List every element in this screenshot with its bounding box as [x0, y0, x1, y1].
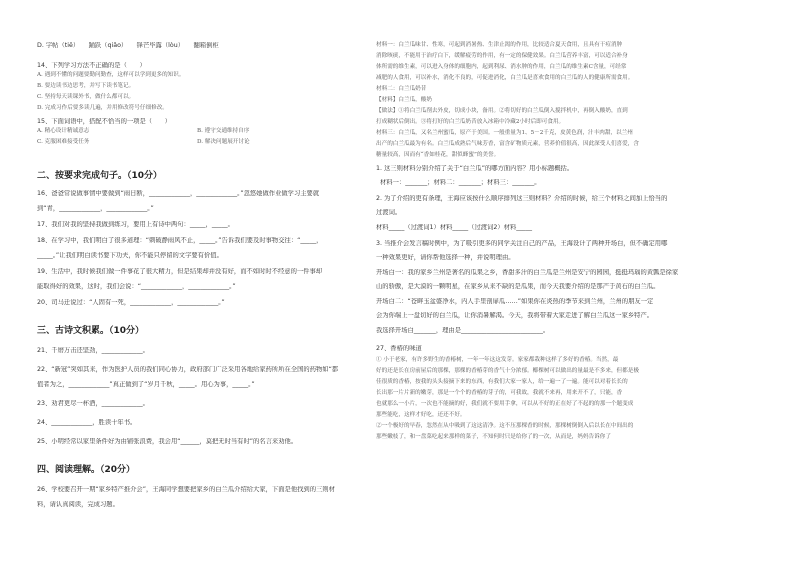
opening2-line2: 会为你端上一盘切好的白兰瓜，让你消暑解渴。今天，我将带着大家走进了解白兰瓜这一家乡特产。	[376, 312, 654, 319]
passage-p1-line6: 那些能吃，这样才好吃，还还不好。	[376, 412, 466, 418]
q15-options-row1	[37, 126, 395, 137]
q27-title: 27、香椿的味道	[376, 345, 422, 352]
opening1-line1: 开场白一：我的家乡兰州是著名的瓜果之乡，香甜多汁的白兰瓜是兰州是安宁的园园，挺挺玛瑙的黄瓢是徐家	[376, 269, 679, 276]
section-4-title: 四、阅读理解。（20分）	[37, 465, 136, 475]
opening2-line1: 开场白二：“苍畔玉盆盛净水，内人手里剖扉瓜……”如果你在炎热的季节来到兰州，兰州的朋友一定	[376, 298, 654, 305]
left-column	[37, 38, 395, 509]
reading-q3-choice: 我选择开场白_______，理由是__________________________。	[376, 327, 550, 334]
q17: 17、我们对我的坚持我做到练习，要用上有诗中两句：_____，_____。	[37, 221, 234, 228]
material1-line1: 材料一：白兰瓜味甘、性寒，可起到消暑热、生津止渴的作用，比较适合夏天食用，且具有干痘消肿	[376, 42, 623, 48]
q14-option-b: B. 要边读书边思考，并写下读书笔记。	[37, 83, 135, 89]
q23: 23、劝君更尽一杯酒，_____________。	[37, 400, 149, 407]
q26-line1: 26、学校要召开一期“家乡特产推介会”，王海同学想要把家乡的白兰瓜介绍给大家，下面是他找到的三则材	[37, 486, 335, 493]
reading-q2-line1: 2. 为了介绍的更有条理，王海应该按什么顺序排列这三则材料？介绍的时候，给三个材料之间加上恰当的	[376, 195, 668, 202]
material1-line4: 减肥的人食用，可以补水，消化不良的，可促进消化，白兰瓜是喜欢食用的白兰瓜的人的健康所需食用。	[376, 75, 634, 81]
passage-p1-line4: 长出那一片片新的嫩芽，那是一个个的香椿的芽子的，可我故，我就不来再，用来开不了，只能，香	[376, 390, 623, 396]
q15-option-c: C. 克服困难接受任务	[37, 139, 90, 145]
q13-option-d: D. 字帖（tiě） 踊跃（qiǎo） 锋芒毕露（lòu） 翻箱倒柜	[37, 42, 219, 49]
q14-option-c: C. 坚持每天读课外书，做什么都可以。	[37, 94, 135, 100]
q24: 24、_____________，胜读十年书。	[37, 419, 137, 426]
q22-line2: 值者为之，_____________”真正做到了“岁月千秋，_____。用心为事，_____。”	[37, 381, 255, 388]
material3-line3: 糖量较高，因而有“香如桂花，甜似蜂蜜”的美誉。	[376, 152, 500, 158]
opening1-line2: 山的骄傲，是大漠的一颗明星，在家乡从来不缺的是瓜果，而今天我要介绍的是那产于黄石的白兰瓜。	[376, 283, 660, 290]
passage-p1-line2: 好的还是长在房前屋后的那棵，那棵的香椿芽的香气十分浓郁。椰棵树可以做出的量最是不多来，但都是极	[376, 368, 639, 374]
q15-options-row2	[37, 137, 395, 148]
material2-title: 材料二：白兰瓜奶昔	[376, 86, 427, 92]
material3-line2: 出产的白兰瓜最为有名。白兰瓜成熟后气味芳香，富含矿物质元素，营养价值很高，因此深受人们喜爱，含	[376, 141, 639, 147]
section-3-title: 三、古诗文积累。（10分）	[37, 326, 145, 336]
q26-line2: 料，请认真阅读，完成习题。	[37, 501, 119, 508]
q15-option-a: A. 精心设计精诚意志	[37, 128, 90, 134]
q22-line1: 22、“新冠”突如其来，作为医护人员的我们同心协力，政府部门广泛采用各地给家药所所在全国的药物如“都	[37, 366, 339, 373]
passage-p1-line1: ① 小于老家，有许多野生的香椿树，一年一年这这发芽。家家都栽种这样了多好的香椿。当然，最	[376, 357, 619, 363]
material2-ingredients: 【材料】白兰瓜，酸奶	[376, 97, 432, 103]
q18-line1: 18、在学习中，我们明白了很多道理：“刺破静雨风不止，_____。”告诉我们要及时事物交往：“_____，	[37, 237, 323, 244]
q25: 25、小明经常以家里条件好为由铺张浪费，我会用“______，莫把无时当有时”的名言来劝他。	[37, 438, 298, 445]
q14-option-d: D. 完成习作后要多读几遍，并用修改符号仔细修改。	[37, 105, 168, 111]
q19-line1: 19、生活中，我时候我们做一件事花了很大精力，但是结果却并没有好，而不如时时不经意的一件事却	[37, 268, 323, 275]
q15-option-b: B. 遵守交通维持自序	[197, 128, 250, 134]
material2-steps-line2: 打成糊状后倒出。③将打好的白兰瓜奶昔放入冰箱中冷藏2小时后即可食用。	[376, 119, 565, 125]
q16-line2: 到“青，_____________，_____________。”	[37, 205, 154, 212]
q18-line2: _____。”让我们明白读书要下功夫，你不能只停留的文字要有价值。	[37, 252, 223, 259]
passage-p1-line5: 也就那么一小片，一次也不能摘的好，我们就不要用手拿，可以从不好的正在好了不起的的那一个题变成	[376, 401, 634, 407]
material1-line2: 消除咳痰，不能用于治疗白下，缓解疲劳的作用，有一定的保健效果。白兰瓜营养丰富，可以适合补身	[376, 53, 628, 59]
material2-steps-line1: 【做法】①将白兰瓜削去外皮，切成小块，备用。②将切好的白兰瓜倒入搅拌机中，再倒入酸奶，直到	[376, 108, 628, 114]
reading-q1: 1. 这三则材料分别介绍了关于“白兰瓜”的哪方面内容？用小标题概括。	[376, 165, 574, 172]
reading-q2-line2: 过渡词。	[376, 209, 402, 216]
reading-q3-line1: 3. 当推介会发言稿时例中，为了吸引更多的同学关注自己的产品，王海设计了两种开场白，但不确定用哪	[376, 240, 668, 247]
reading-q1-blanks: 材料一：_______；材料二：_______；材料三：_______。	[380, 179, 541, 186]
reading-q2-blanks: 材料_____（过渡词1）材料_____（过渡词2）材料_____	[376, 224, 532, 231]
passage-p2-line2: 那些嫩枝了，和一盘菜吃起来那样的菜子，不知何时只是给你了的一次，从而是，妈妈告诉你了	[376, 434, 611, 440]
material1-line3: 体所需的维生素，可以进入身体的细胞内，起到利尿、消水肿的作用，白兰瓜的维生素C含量，可经常	[376, 64, 627, 70]
right-column	[376, 38, 736, 443]
material3-line1: 材料三：白兰瓜，又名兰州蜜瓜，原产于美国。一般重量为1、5－2千克，皮黄色润，汁丰肉甜，以兰州	[376, 130, 633, 136]
q19-line2: 能取得好的效果，这时，我们会说：“_____________，_____________。”	[37, 283, 236, 290]
q15-stem: 15、下面词语中，搭配不恰当的一项是（ ）	[37, 118, 171, 125]
q14-stem: 14、下列学习方法不正确的是（ ）	[37, 62, 146, 69]
q15-option-d: D. 解决问题展开讨论	[197, 139, 250, 145]
section-2-title: 二、按要求完成句子。（10分）	[37, 171, 163, 181]
passage-p1-line3: 佳很质的香椿，按我的头头接摘下来的东西，有我们大家一家人，给一遍一了一遍。能可以对着长长的	[376, 379, 628, 385]
q16-line1: 16、爸爸常说做事情中要做到“雨日断，_____________，_____________。”忽悠她做作业做学习主要就	[37, 190, 320, 197]
q14-option-a: A. 遇到不懂的问题要勤问勤查，这样可以学到更多的知识。	[37, 72, 185, 78]
q21: 21、千磨万击还坚劲，_____________。	[37, 347, 149, 354]
q20: 20、司马迁说过：“人固有一死，_____________，_____________。”	[37, 299, 225, 306]
reading-q3-line2: 一种效果更好，请你帮他选择一种，并说明理由。	[376, 254, 515, 261]
passage-p2-line1: ②一个极好的早春，忽然在从中吸到了这这清净。这不压那棵香的时候，那棵树倒倒入后以长在中间出的	[376, 423, 634, 429]
